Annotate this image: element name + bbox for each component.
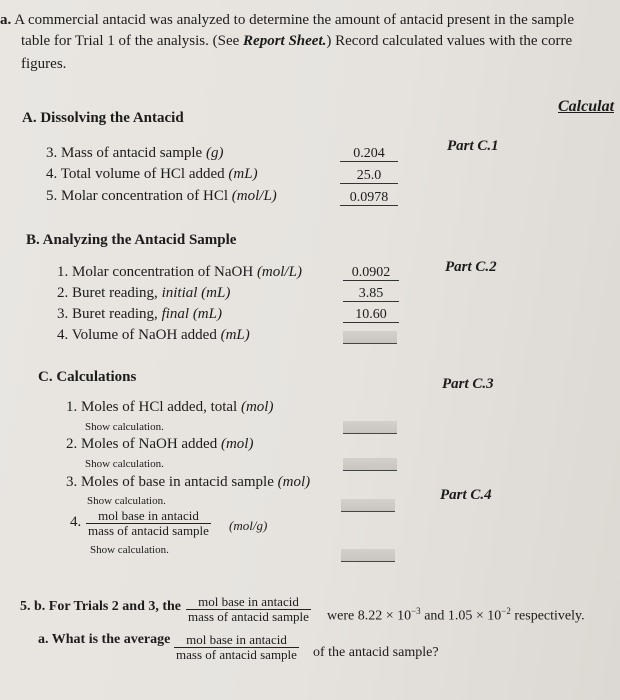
- show-calculation-note: Show calculation.: [90, 544, 169, 556]
- calc-item-4-fraction: [86, 509, 211, 538]
- value-molarity-hcl[interactable]: 0.0978: [340, 190, 398, 206]
- show-calculation-note: Show calculation.: [87, 495, 166, 507]
- fraction-denominator: mass of antacid sample: [88, 523, 209, 538]
- item-unit: (mL): [228, 166, 258, 182]
- question-5b-suffix: [327, 606, 585, 625]
- calc-moles-hcl: [66, 399, 273, 416]
- fraction-denominator: mass of antacid sample: [188, 609, 309, 624]
- item-unit: (mL): [220, 327, 250, 343]
- section-b-item-volume-naoh: [57, 327, 250, 344]
- value-buret-final[interactable]: 10.60: [343, 307, 399, 323]
- blank-moles-naoh[interactable]: [343, 458, 397, 471]
- item-unit: (mol/L): [231, 188, 277, 204]
- question-a-fraction: [174, 633, 299, 662]
- calc-moles-base: [66, 474, 310, 491]
- item-unit: (mol/L): [256, 264, 302, 280]
- item-label: 1. Molar concentration of NaOH: [57, 264, 257, 280]
- value-buret-initial[interactable]: 3.85: [343, 286, 399, 302]
- intro-text-2a: table for Trial 1 of the analysis. (See: [21, 33, 244, 49]
- item-unit: (mol): [220, 436, 254, 452]
- exponent: −2: [501, 606, 511, 616]
- blank-moles-base[interactable]: [341, 499, 395, 512]
- item-unit: (mol): [240, 399, 274, 415]
- part-c4-label: Part C.4: [440, 487, 492, 503]
- intro-line-2: [21, 33, 572, 50]
- part-c2-label: Part C.2: [445, 259, 497, 275]
- value-mass-sample[interactable]: 0.204: [340, 146, 398, 162]
- calculations-header: Calculat: [558, 98, 615, 115]
- value-molarity-naoh[interactable]: 0.0902: [343, 265, 399, 281]
- calc-moles-naoh: [66, 436, 253, 453]
- show-calculation-note: Show calculation.: [85, 421, 164, 433]
- section-a-item-volume-hcl: [46, 166, 258, 183]
- blank-ratio[interactable]: [341, 549, 395, 562]
- item-label: 5. Molar concentration of HCl: [46, 188, 232, 204]
- item-unit: (mol): [277, 474, 311, 490]
- intro-label: a.: [0, 12, 12, 28]
- question-text: were 8.22 × 10: [327, 608, 412, 624]
- blank-volume-naoh[interactable]: [343, 331, 397, 344]
- section-b-item-molarity-naoh: [57, 264, 302, 281]
- calc-item-4-unit: [229, 518, 267, 534]
- item-unit: final (mL): [161, 306, 222, 322]
- section-b-title: B. Analyzing the Antacid Sample: [26, 232, 237, 248]
- question-a-prefix: [38, 632, 170, 648]
- fraction-numerator: mol base in antacid: [86, 509, 211, 524]
- section-b-item-buret-initial: [57, 285, 230, 302]
- question-text: and 1.05 × 10: [420, 608, 502, 624]
- item-label: 3. Moles of base in antacid sample: [66, 474, 278, 490]
- item-label: 3. Buret reading,: [57, 306, 162, 322]
- section-b-item-buret-final: [57, 306, 222, 323]
- item-unit: initial (mL): [161, 285, 231, 301]
- part-c3-label: Part C.3: [442, 376, 494, 392]
- fraction-numerator: mol base in antacid: [174, 633, 299, 648]
- item-label: 2. Buret reading,: [57, 285, 162, 301]
- item-label: 3. Mass of antacid sample: [46, 145, 206, 161]
- fraction-numerator: mol base in antacid: [186, 595, 311, 610]
- intro-text-1: A commercial antacid was analyzed to determine the amount of antacid present in the sample: [14, 12, 574, 28]
- question-5b-fraction: [186, 595, 311, 624]
- question-5b-prefix: [20, 599, 181, 615]
- blank-moles-hcl[interactable]: [343, 421, 397, 434]
- section-c-title: C. Calculations: [38, 369, 137, 385]
- question-text: 5. b. For Trials 2 and 3, the: [20, 599, 182, 614]
- fraction-denominator: mass of antacid sample: [176, 647, 297, 662]
- show-calculation-note: Show calculation.: [85, 458, 164, 470]
- item-label: 2. Moles of NaOH added: [66, 436, 221, 452]
- item-unit: (g): [205, 145, 224, 161]
- report-sheet-ref: Report Sheet.: [243, 33, 327, 49]
- question-text: a. What is the average: [38, 632, 171, 647]
- item-label: 4. Total volume of HCl added: [46, 166, 229, 182]
- item-label: 4. Volume of NaOH added: [57, 327, 221, 343]
- section-a-item-mass: [46, 145, 223, 162]
- calc-item-4-number: 4.: [70, 514, 82, 530]
- intro-line-1: [0, 12, 574, 29]
- question-a-suffix: of the antacid sample?: [313, 645, 439, 660]
- question-text: respectively.: [510, 608, 585, 624]
- part-c1-label: Part C.1: [447, 138, 499, 154]
- intro-text-2b: ) Record calculated values with the corre: [326, 33, 573, 49]
- value-volume-hcl[interactable]: 25.0: [340, 168, 398, 184]
- section-a-item-molarity-hcl: [46, 188, 277, 205]
- exponent: −3: [411, 606, 421, 616]
- item-label: 1. Moles of HCl added, total: [66, 399, 241, 415]
- item-unit: (mol/g): [229, 518, 268, 533]
- section-a-title: A. Dissolving the Antacid: [22, 110, 184, 126]
- intro-line-3: figures.: [21, 56, 67, 72]
